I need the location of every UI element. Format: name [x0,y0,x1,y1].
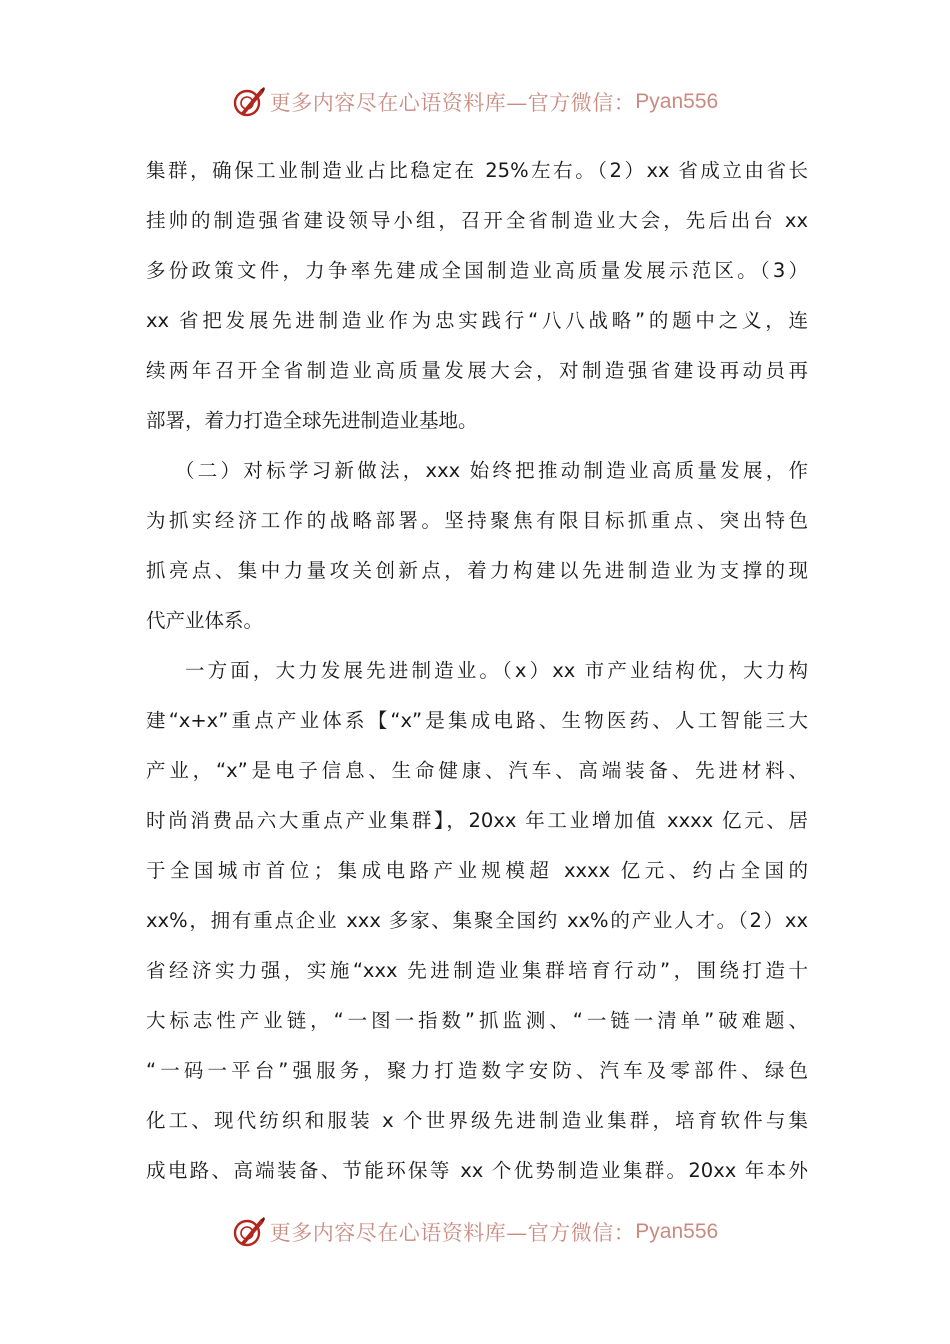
text-line: 多份政策文件，力争率先建成全国制造业高质量发展示范区。（3） [146,259,808,282]
text-line: 代产业体系。 [146,609,264,632]
text-line: 成电路、高端装备、节能环保等 xx 个优势制造业集群。20xx 年本外 [146,1159,808,1182]
text-line: 于全国城市首位；集成电路产业规模超 xxxx 亿元、约占全国的 [146,859,808,882]
footer-wechat-id: Pyan556 [635,1220,719,1243]
pen-logo-icon [232,1215,266,1249]
footer-text: 更多内容尽在心语资料库—官方微信： [269,1221,636,1245]
text-line: xx%，拥有重点企业 xxx 多家、集聚全国约 xx%的产业人才。（2）xx [146,909,808,932]
text-line: 省经济实力强，实施“xxx 先进制造业集群培育行动”，围绕打造十 [146,959,808,982]
document-body [146,146,808,1196]
text-line: xx 省把发展先进制造业作为忠实践行“八八战略”的题中之义，连 [146,309,808,332]
header-text: 更多内容尽在心语资料库—官方微信： [269,91,636,115]
text-line: 时尚消费品六大重点产业集群】，20xx 年工业增加值 xxxx 亿元、居 [146,809,808,832]
text-line: 建“x+x”重点产业体系【“x”是集成电路、生物医药、人工智能三大 [146,709,808,732]
text-line: 大标志性产业链，“一图一指数”抓监测、“一链一清单”破难题、 [146,1009,808,1032]
text-line: 化工、现代纺织和服装 x 个世界级先进制造业集群，培育软件与集 [146,1109,808,1132]
header-wechat-id: Pyan556 [635,90,719,113]
text-line: 集群，确保工业制造业占比稳定在 25%左右。（2）xx 省成立由省长 [146,159,808,182]
text-line: 抓亮点、集中力量攻关创新点，着力构建以先进制造业为支撑的现 [146,559,808,582]
text-line: “一码一平台”强服务，聚力打造数字安防、汽车及零部件、绿色 [146,1059,808,1082]
footer-watermark [0,1212,950,1252]
text-line: 挂帅的制造强省建设领导小组，召开全省制造业大会，先后出台 xx [146,209,808,232]
text-line: 为抓实经济工作的战略部署。坚持聚焦有限目标抓重点、突出特色 [146,509,808,532]
text-line: 一方面，大力发展先进制造业。（x）xx 市产业结构优，大力构 [185,659,808,682]
header-watermark [0,82,950,122]
pen-logo-icon [232,85,266,119]
text-line: 部署，着力打造全球先进制造业基地。 [146,409,478,432]
text-line: （二）对标学习新做法，xxx 始终把推动制造业高质量发展，作 [175,459,808,482]
text-line: 续两年召开全省制造业高质量发展大会，对制造强省建设再动员再 [146,359,808,382]
text-line: 产业，“x”是电子信息、生命健康、汽车、高端装备、先进材料、 [146,759,808,782]
